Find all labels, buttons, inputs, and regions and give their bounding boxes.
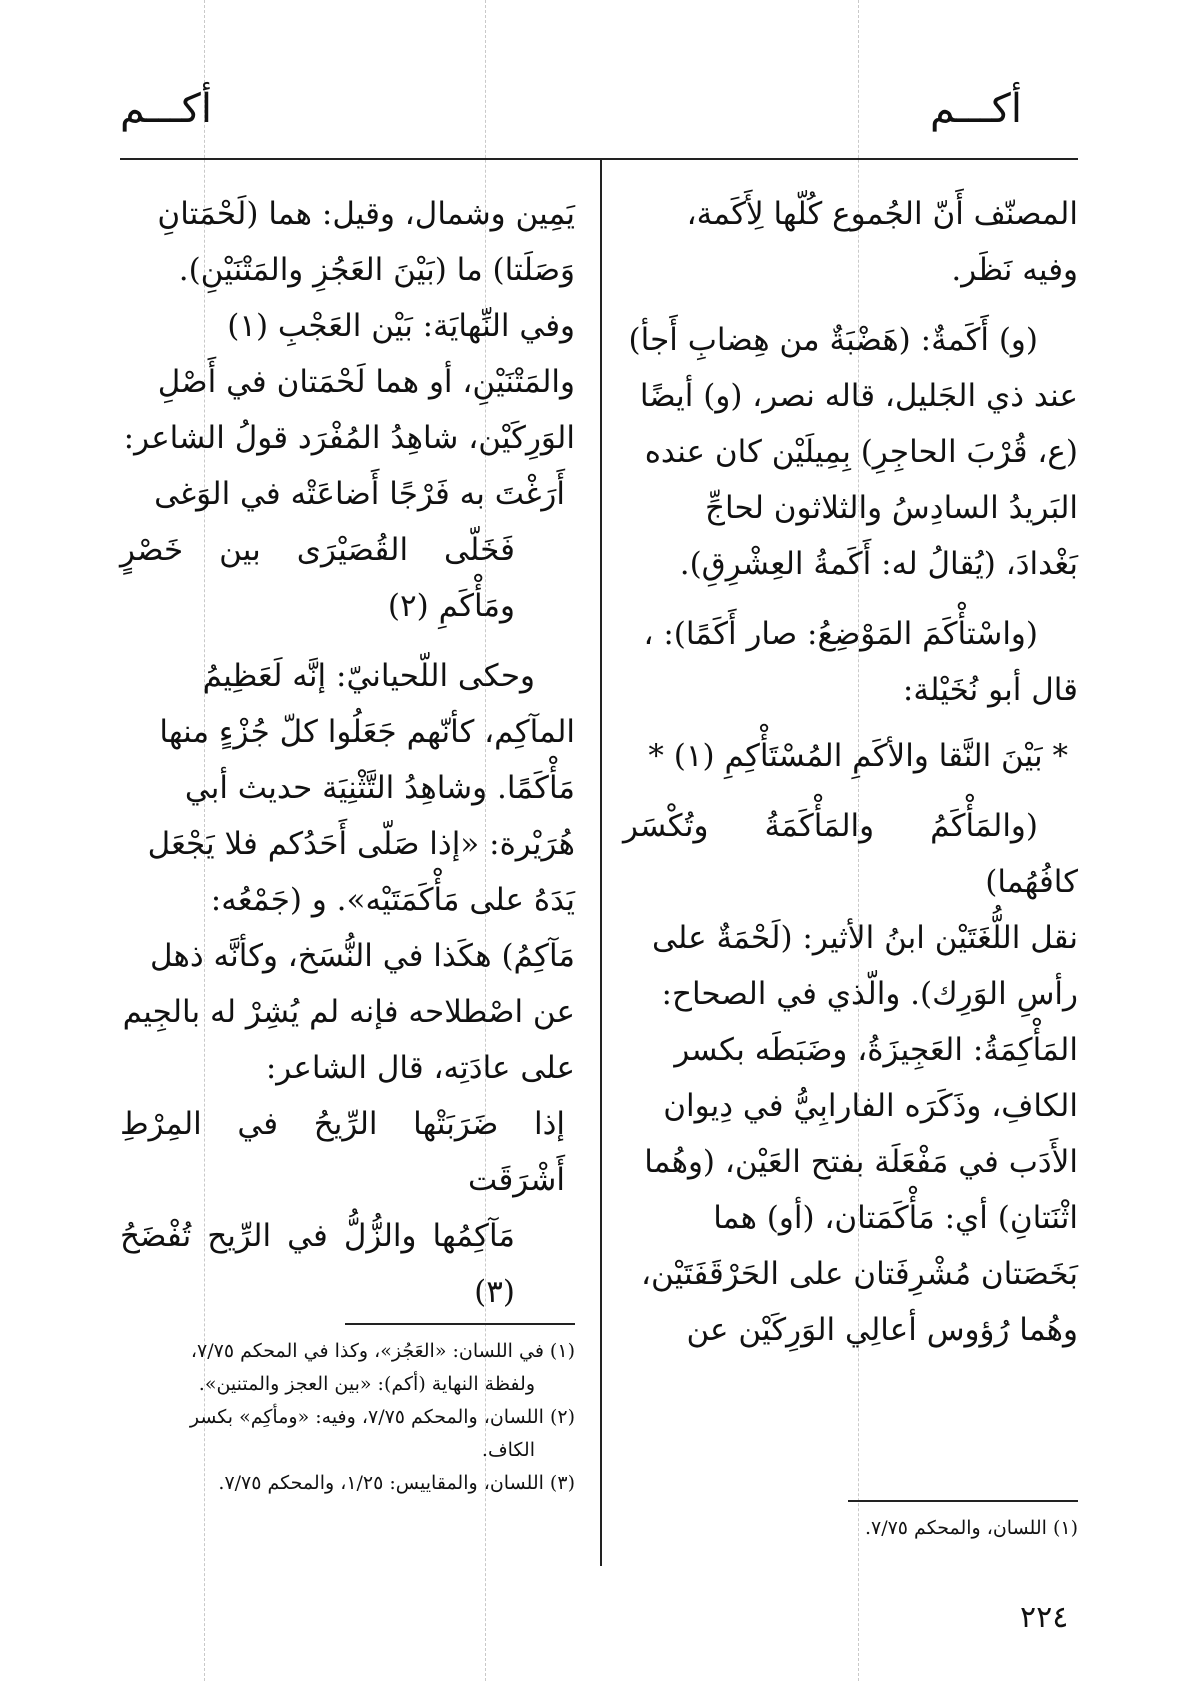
text-line: يَمِين وشمال، وقيل: هما (لَحْمَتانِ (157, 196, 575, 232)
text-line: عند ذي الجَليل، قاله نصر، (و) أيضًا (639, 378, 1078, 414)
text-line: على عادَتِه، قال الشاعر: (265, 1050, 575, 1086)
text-line: هُرَيْرة: «إذا صَلّى أَحَدُكم فلا يَجْعَل (147, 826, 575, 862)
text-line: (واسْتأْكَمَ المَوْضِعُ: صار أَكَمًا): ، (643, 616, 1038, 652)
text-line: بَغْدادَ، (يُقالُ له: أَكَمةُ العِشْرِقِ). (679, 546, 1078, 582)
text-line: نقل اللُّغَتَيْن ابنُ الأثير: (لَحْمَةٌ على (652, 920, 1078, 956)
text-line: قال أبو نُخَيْلة: (902, 672, 1078, 708)
page-number: ٢٢٤ (1020, 1600, 1069, 1635)
text-line: عن اصْطلاحه فإنه لم يُشِرْ له بالجِيم (122, 994, 575, 1030)
header-rule (120, 158, 1078, 160)
text-line: الأَدَب في مَفْعَلَة بفتح العَيْن، (وهُما (644, 1144, 1078, 1180)
text-line: رأسِ الوَرِك). والّذي في الصحاح: (661, 976, 1078, 1012)
right-column (623, 186, 1078, 1358)
verse-line: أَرَغْتَ به فَرْجًا أَضاعَتْه في الوَغى (154, 476, 565, 512)
left-column (120, 186, 575, 1320)
footnote: (٣) اللسان، والمقاييس: ١/٢٥، والمحكم ٧/٧٥. (218, 1472, 575, 1494)
text-line: (والمَأْكَمُ والمَأْكَمَةُ وتُكْسَر كافُهُما) (623, 808, 1078, 900)
footnote: (١) في اللسان: «العَجُز»، وكذا في المحكم ٧/٧٥، (190, 1340, 575, 1362)
text-line: الكافِ، وذَكَرَه الفارابِيُّ في دِيوان (663, 1088, 1078, 1124)
text-line: اثْنَتانِ) أي: مَأْكَمَتان، (أو) هما (713, 1200, 1078, 1236)
footnotes-left (120, 1335, 575, 1500)
column-divider (600, 158, 602, 1566)
text-line: وحكى اللّحيانيّ: إنَّه لَعَظِيمُ (202, 658, 535, 694)
footnote: الكاف. (481, 1439, 535, 1461)
verse-line: فَخَلّى القُصَيْرَى بين خَصْرٍ ومَأْكَمِ (٢) (120, 532, 515, 624)
text-line: يَدَهُ على مَأْكَمَتَيْه». و (جَمْعُه: (210, 882, 575, 918)
running-head-left: أكـــم (120, 86, 212, 132)
text-line: (ع، قُرْبَ الحاجِرِ) بِمِيلَيْن كان عنده (644, 434, 1078, 470)
running-head-right: أكـــم (930, 86, 1022, 132)
text-line: الوَرِكَيْن، شاهِدُ المُفْرَد قولُ الشاعر: (123, 420, 575, 456)
text-line: البَريدُ السادِسُ والثلاثون لحاجِّ (705, 490, 1078, 526)
verse-line: مَآكِمُها والزُّلُّ في الرِّيح تُفْضَحُ (٣) (120, 1218, 515, 1310)
verse-line: * بَيْنَ النَّقا والأكَمِ المُسْتَأْكِمِ (١) * (648, 738, 1068, 774)
verse-line: إذا ضَرَبَتْها الرِّيحُ في المِرْطِ أَشْرَقَت (120, 1106, 565, 1198)
footnote-rule (848, 1500, 1078, 1502)
text-line: بَخَصَتان مُشْرِفَتان على الحَرْقَفَتَيْن، (641, 1256, 1078, 1292)
text-line: المآكِم، كأنّهم جَعَلُوا كلّ جُزْءٍ منها (159, 714, 575, 750)
footnotes-right (623, 1512, 1078, 1545)
text-line: (و) أَكَمةٌ: (هَضْبَةٌ من هِضابِ أَجأ) (628, 322, 1038, 358)
footnote: (٢) اللسان، والمحكم ٧/٧٥، وفيه: «ومأكِم» بكسر (189, 1406, 575, 1428)
text-line: وفيه نَظَر. (951, 252, 1078, 288)
footnote: ولفظة النهاية (أكم): «بين العجز والمتنين». (198, 1373, 535, 1395)
footnote: (١) اللسان، والمحكم ٧/٧٥. (864, 1517, 1078, 1539)
text-line: والمَتْنَيْنِ، أو هما لَحْمَتان في أَصْلِ (157, 364, 575, 400)
text-line: المصنّف أَنّ الجُموع كُلّها لِأَكَمة، (686, 196, 1078, 232)
footnote-rule (345, 1323, 575, 1325)
text-line: وهُما رُؤوس أعالِي الوَرِكَيْن عن (686, 1312, 1078, 1348)
text-line: مَأْكَمًا. وشاهِدُ التَّثْنِيَة حديث أبي (184, 770, 575, 806)
text-line: وَصَلَتا) ما (بَيْنَ العَجُزِ والمَتْنَيْنِ). (178, 252, 575, 288)
text-line: مَآكِمُ) هكَذا في النُّسَخ، وكأنَّه ذهل (150, 938, 575, 974)
text-line: المَأْكِمَةُ: العَجِيزَةُ، وضَبَطَه بكسر (674, 1032, 1078, 1068)
text-line: وفي النِّهايَة: بَيْن العَجْبِ (١) (227, 308, 575, 344)
